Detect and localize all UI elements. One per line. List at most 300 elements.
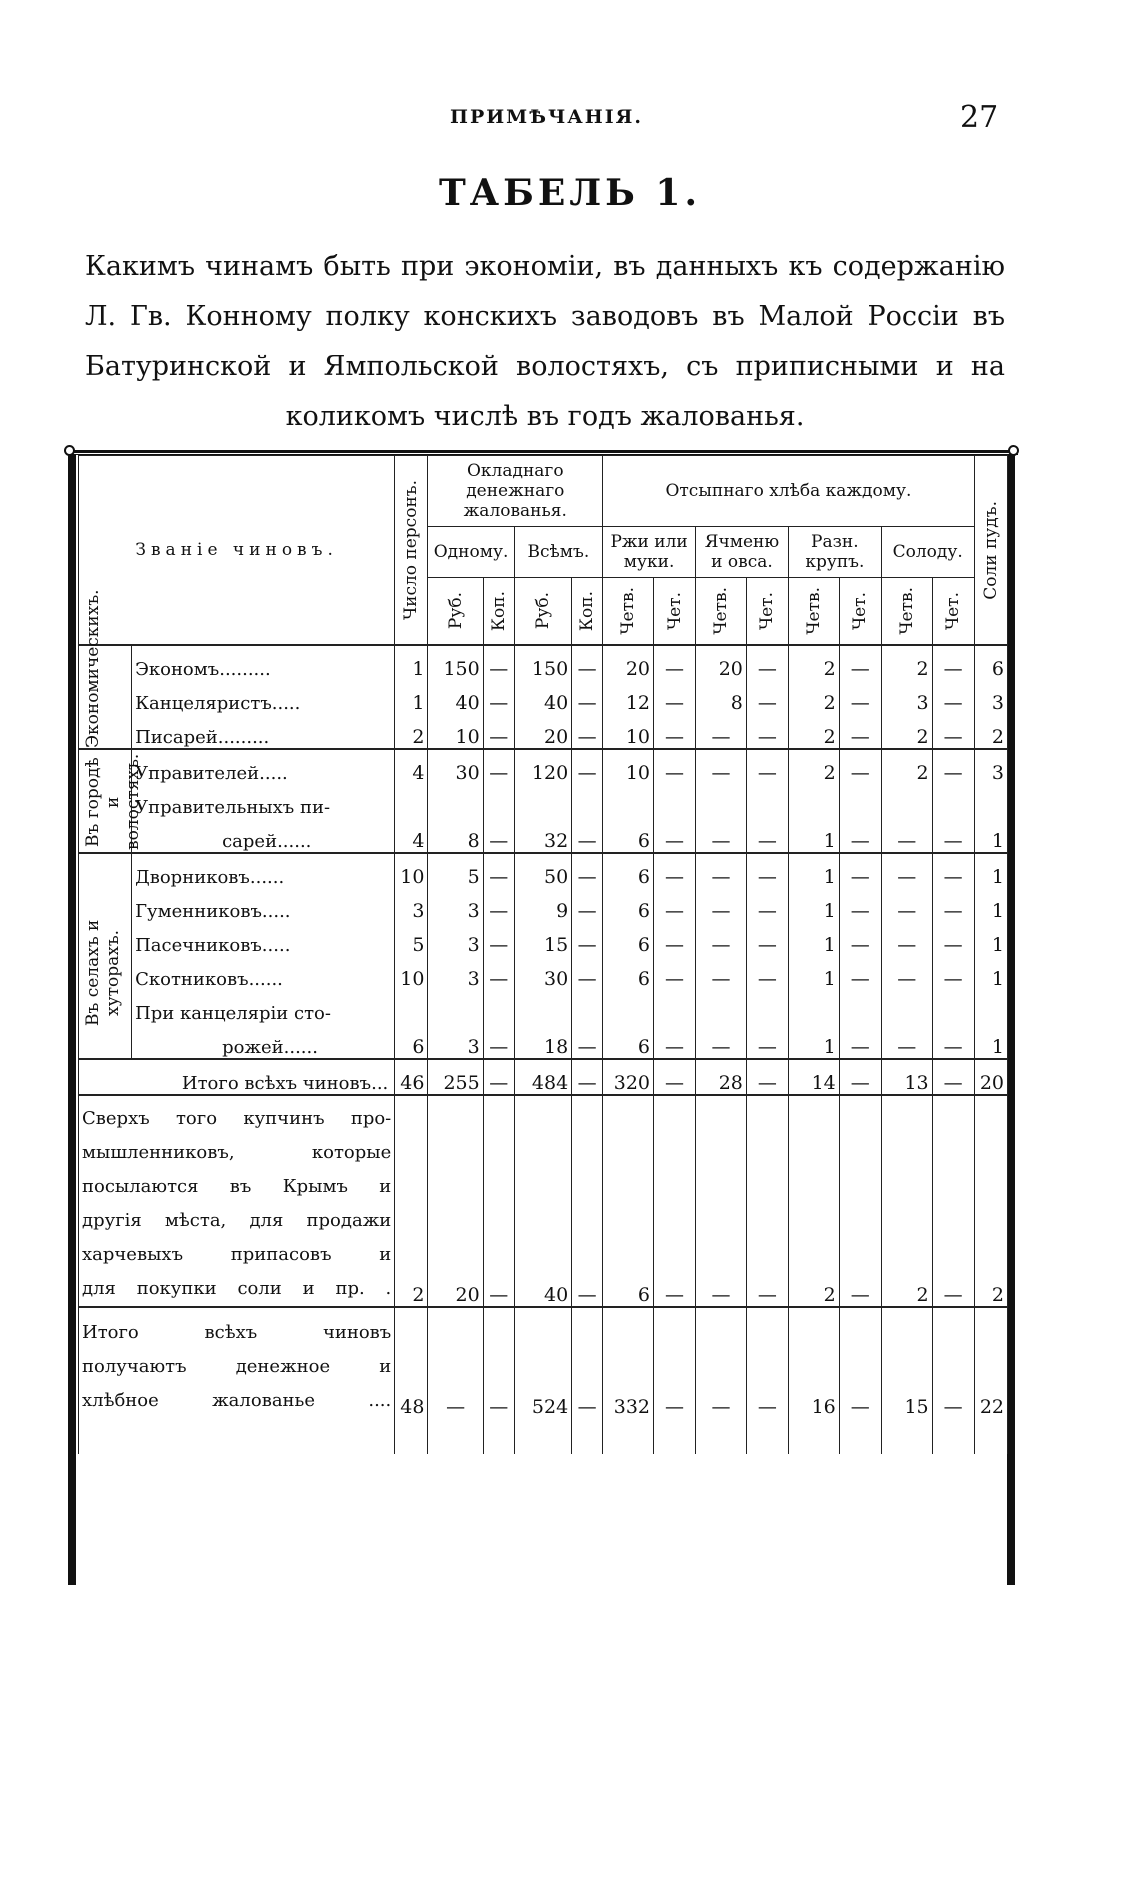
header-chet <box>654 578 696 646</box>
group-label-economic <box>79 589 132 749</box>
cell-persons: 2 <box>395 1095 428 1307</box>
header-kop <box>572 578 603 646</box>
header-kop <box>483 578 514 646</box>
cell-groats: 2 <box>788 645 839 680</box>
cell-empty <box>881 1418 932 1454</box>
cell-barley-chet: — <box>746 956 788 990</box>
table-row <box>79 680 1008 714</box>
grand-total-label <box>79 1307 395 1418</box>
running-header <box>0 100 1140 140</box>
row-name: Управителей..... <box>132 749 395 784</box>
cell-empty <box>483 990 514 1024</box>
cell-salt: 20 <box>974 1059 1007 1095</box>
cell-persons: 10 <box>395 956 428 990</box>
table-row <box>79 1024 1008 1059</box>
cell-malt: 13 <box>881 1059 932 1095</box>
cell-malt: — <box>881 956 932 990</box>
cell-all-kop: — <box>572 956 603 990</box>
cell-barley-chet: — <box>746 749 788 784</box>
group-label-text: Въ селахъ и хуторахъ. <box>83 919 124 1027</box>
cell-malt-chet: — <box>932 1307 974 1418</box>
merchants-line: для покупки соли и пр. . <box>82 1278 392 1299</box>
cell-all-rub: 150 <box>514 645 572 680</box>
cell-persons: 4 <box>395 818 428 853</box>
cell-groats: 1 <box>788 818 839 853</box>
header-malt: Солоду. <box>881 527 974 578</box>
cell-barley-chet: — <box>746 922 788 956</box>
cell-all-rub: 484 <box>514 1059 572 1095</box>
cell-one-kop: — <box>483 818 514 853</box>
cell-empty <box>654 1418 696 1454</box>
cell-empty <box>696 784 747 818</box>
cell-rye: 10 <box>603 714 654 749</box>
header-chetv-label: Четв. <box>618 587 639 635</box>
header-persons-label: Число персонъ. <box>401 479 422 620</box>
cell-malt: — <box>881 853 932 888</box>
group-label-text: Въ городѣ и волостяхъ. <box>83 753 144 851</box>
cell-malt-chet: — <box>932 1024 974 1059</box>
cell-one-rub: 3 <box>428 956 483 990</box>
cell-rye: 6 <box>603 956 654 990</box>
cell-groats-chet: — <box>839 922 881 956</box>
cell-empty <box>746 1418 788 1454</box>
cell-all-kop: — <box>572 1059 603 1095</box>
cell-groats-chet: — <box>839 888 881 922</box>
cell-groats: 2 <box>788 680 839 714</box>
cell-barley: — <box>696 853 747 888</box>
cell-malt-chet: — <box>932 1059 974 1095</box>
header-chetv <box>696 578 747 646</box>
cell-all-rub: 32 <box>514 818 572 853</box>
row-name: Дворниковъ...... <box>132 853 395 888</box>
group-label-towns <box>79 749 144 853</box>
cell-groats-chet: — <box>839 818 881 853</box>
cell-rye-chet: — <box>654 888 696 922</box>
cell-rye: 6 <box>603 818 654 853</box>
cell-rye-chet: — <box>654 645 696 680</box>
table-foot-spacer <box>79 1418 1008 1454</box>
cell-all-rub: 40 <box>514 1095 572 1307</box>
cell-groats: 1 <box>788 956 839 990</box>
cell-empty <box>572 784 603 818</box>
cell-malt-chet: — <box>932 956 974 990</box>
cell-rye-chet: — <box>654 1307 696 1418</box>
cell-barley: 20 <box>696 645 747 680</box>
cell-barley-chet: — <box>746 1024 788 1059</box>
cell-persons: 46 <box>395 1059 428 1095</box>
cell-empty <box>428 784 483 818</box>
header-chetv <box>788 578 839 646</box>
caption-line: Л. Гв. Конному полку конскихъ заводовъ въ Малой Россіи въ <box>85 301 1005 332</box>
cell-barley-chet: — <box>746 1059 788 1095</box>
cell-empty <box>881 990 932 1024</box>
cell-malt-chet: — <box>932 922 974 956</box>
cell-rye-chet: — <box>654 1024 696 1059</box>
cell-all-kop: — <box>572 680 603 714</box>
cell-one-kop: — <box>483 1024 514 1059</box>
header-rank <box>79 456 395 646</box>
header-chetv-label: Четв. <box>896 587 917 635</box>
header-salary-label: Окладнаго денежнаго жалованья. <box>463 461 567 521</box>
cell-groats-chet: — <box>839 1095 881 1307</box>
cell-persons: 1 <box>395 645 428 680</box>
cell-empty <box>483 784 514 818</box>
cell-malt: — <box>881 1024 932 1059</box>
row-name: При канцеляріи сто- <box>132 990 395 1024</box>
cell-barley: — <box>696 1307 747 1418</box>
cell-all-rub: 9 <box>514 888 572 922</box>
merchants-line: харчевыхъ припасовъ и <box>82 1244 392 1265</box>
header-rye: Ржи или муки. <box>603 527 696 578</box>
cell-malt: — <box>881 818 932 853</box>
cell-empty <box>428 1418 483 1454</box>
cell-all-kop: — <box>572 645 603 680</box>
cell-one-kop: — <box>483 1059 514 1095</box>
cell-malt: 2 <box>881 714 932 749</box>
caption-line: Какимъ чинамъ быть при экономіи, въ данныхъ къ содержанію <box>85 251 1005 282</box>
cell-empty <box>974 1418 1007 1454</box>
cell-rye: 6 <box>603 1095 654 1307</box>
cell-one-rub: — <box>428 1307 483 1418</box>
cell-rye-chet: — <box>654 714 696 749</box>
header-kop-label: Коп. <box>577 590 598 632</box>
row-name: Писарей......... <box>132 714 395 749</box>
header-chet-label: Чет. <box>664 591 685 630</box>
cell-empty <box>746 784 788 818</box>
cell-empty <box>746 990 788 1024</box>
cell-persons: 1 <box>395 680 428 714</box>
table-row <box>79 956 1008 990</box>
cell-persons: 48 <box>395 1307 428 1418</box>
cell-groats-chet: — <box>839 853 881 888</box>
cell-rye-chet: — <box>654 922 696 956</box>
cell-empty <box>395 784 428 818</box>
cell-one-kop: — <box>483 853 514 888</box>
cell-empty <box>974 990 1007 1024</box>
cell-malt-chet: — <box>932 749 974 784</box>
cell-groats-chet: — <box>839 714 881 749</box>
cell-barley: — <box>696 1024 747 1059</box>
merchants-line: мышленниковъ, которые <box>82 1142 392 1163</box>
cell-rye: 6 <box>603 888 654 922</box>
cell-malt-chet: — <box>932 1095 974 1307</box>
cell-groats-chet: — <box>839 680 881 714</box>
header-rub <box>428 578 483 646</box>
cell-all-rub: 40 <box>514 680 572 714</box>
cell-groats-chet: — <box>839 1024 881 1059</box>
cell-empty <box>788 784 839 818</box>
cell-barley: — <box>696 749 747 784</box>
header-rank-label: Званіе чиновъ. <box>135 540 338 560</box>
table-row <box>79 888 1008 922</box>
merchants-line: другія мѣста, для продажи <box>82 1210 392 1231</box>
group-label-text: Экономическихъ. <box>83 589 104 748</box>
header-grain-group <box>603 456 975 527</box>
cell-barley-chet: — <box>746 645 788 680</box>
cell-barley: — <box>696 1095 747 1307</box>
cell-all-kop: — <box>572 1307 603 1418</box>
cell-malt: 3 <box>881 680 932 714</box>
cell-one-rub: 30 <box>428 749 483 784</box>
row-name: Управительныхъ пи- <box>132 784 395 818</box>
cell-empty <box>696 990 747 1024</box>
cell-one-rub: 3 <box>428 922 483 956</box>
cell-all-kop: — <box>572 818 603 853</box>
cell-rye-chet: — <box>654 749 696 784</box>
cell-malt: 15 <box>881 1307 932 1418</box>
cell-groats: 1 <box>788 853 839 888</box>
header-persons <box>395 456 428 646</box>
cell-groats: 1 <box>788 922 839 956</box>
total-label: Итого всѣхъ чиновъ... <box>79 1059 395 1095</box>
cell-rye: 6 <box>603 853 654 888</box>
cell-one-rub: 150 <box>428 645 483 680</box>
cell-empty <box>839 1418 881 1454</box>
header-salary-group <box>428 456 603 527</box>
table-title: ТАБЕЛЬ 1. <box>439 172 701 214</box>
cell-barley: — <box>696 818 747 853</box>
header-rub-label: Руб. <box>445 592 466 630</box>
cell-salt: 1 <box>974 1024 1007 1059</box>
running-title: ПРИМѢЧАНІЯ. <box>450 106 643 128</box>
cell-rye-chet: — <box>654 1059 696 1095</box>
cell-empty <box>881 784 932 818</box>
cell-rye: 20 <box>603 645 654 680</box>
cell-groats-chet: — <box>839 749 881 784</box>
cell-one-kop: — <box>483 680 514 714</box>
cell-all-rub: 120 <box>514 749 572 784</box>
header-chetv-label: Четв. <box>803 587 824 635</box>
header-groats: Разн. крупъ. <box>788 527 881 578</box>
cell-empty <box>428 990 483 1024</box>
header-chetv <box>881 578 932 646</box>
cell-one-rub: 10 <box>428 714 483 749</box>
cell-malt: — <box>881 888 932 922</box>
header-rub <box>514 578 572 646</box>
cell-groats: 2 <box>788 749 839 784</box>
cell-one-kop: — <box>483 1095 514 1307</box>
table-row <box>79 922 1008 956</box>
cell-empty <box>514 1418 572 1454</box>
header-rub-label: Руб. <box>532 592 553 630</box>
header-chet-label: Чет. <box>943 591 964 630</box>
header-chet <box>746 578 788 646</box>
cell-persons: 2 <box>395 714 428 749</box>
cell-rye: 6 <box>603 1024 654 1059</box>
cell-salt: 3 <box>974 680 1007 714</box>
header-chet-label: Чет. <box>850 591 871 630</box>
cell-malt-chet: — <box>932 645 974 680</box>
cell-empty <box>483 1418 514 1454</box>
header-salt <box>974 456 1007 646</box>
row-name: Пасечниковъ..... <box>132 922 395 956</box>
cell-empty <box>395 1418 428 1454</box>
cell-one-rub: 5 <box>428 853 483 888</box>
cell-all-rub: 18 <box>514 1024 572 1059</box>
cell-empty <box>603 990 654 1024</box>
cell-salt: 1 <box>974 922 1007 956</box>
cell-malt-chet: — <box>932 714 974 749</box>
cell-empty <box>654 990 696 1024</box>
data-table <box>78 455 1008 1454</box>
cell-empty <box>654 784 696 818</box>
page-number: 27 <box>960 100 999 135</box>
cell-empty <box>514 990 572 1024</box>
cell-empty <box>932 784 974 818</box>
cell-one-rub: 40 <box>428 680 483 714</box>
cell-malt: 2 <box>881 645 932 680</box>
header-chetv <box>603 578 654 646</box>
cell-barley-chet: — <box>746 1095 788 1307</box>
grand-total-line: хлѣбное жалованье .... <box>82 1390 392 1411</box>
cell-barley: 8 <box>696 680 747 714</box>
cell-rye-chet: — <box>654 818 696 853</box>
cell-salt: 2 <box>974 714 1007 749</box>
table-row <box>79 784 1008 818</box>
cell-all-rub: 50 <box>514 853 572 888</box>
header-kop-label: Коп. <box>488 590 509 632</box>
cell-rye: 10 <box>603 749 654 784</box>
cell-one-kop: — <box>483 888 514 922</box>
cell-malt: — <box>881 922 932 956</box>
cell-barley: — <box>696 714 747 749</box>
cell-all-kop: — <box>572 749 603 784</box>
cell-all-rub: 15 <box>514 922 572 956</box>
cell-one-kop: — <box>483 1307 514 1418</box>
cell-one-rub: 20 <box>428 1095 483 1307</box>
cell-rye-chet: — <box>654 853 696 888</box>
cell-rye: 6 <box>603 922 654 956</box>
cell-all-kop: — <box>572 1024 603 1059</box>
table-row <box>79 818 1008 853</box>
total-row <box>79 1059 1008 1095</box>
cell-barley: — <box>696 922 747 956</box>
caption-line: коликомъ числѣ въ годъ жалованья. <box>285 401 805 432</box>
grand-total-row <box>79 1307 1008 1418</box>
cell-all-kop: — <box>572 888 603 922</box>
cell-empty <box>572 1418 603 1454</box>
cell-empty <box>514 784 572 818</box>
cell-one-kop: — <box>483 922 514 956</box>
row-name: Канцеляристъ..... <box>132 680 395 714</box>
cell-one-rub: 3 <box>428 888 483 922</box>
cell-empty <box>603 1418 654 1454</box>
cell-salt: 2 <box>974 1095 1007 1307</box>
header-chet-label: Чет. <box>757 591 778 630</box>
cell-groats: 16 <box>788 1307 839 1418</box>
header-all: Всѣмъ. <box>514 527 602 578</box>
cell-all-kop: — <box>572 853 603 888</box>
cell-all-kop: — <box>572 1095 603 1307</box>
cell-salt: 22 <box>974 1307 1007 1418</box>
cell-all-kop: — <box>572 714 603 749</box>
header-chetv-label: Четв. <box>710 587 731 635</box>
cell-rye: 12 <box>603 680 654 714</box>
cell-malt: 2 <box>881 1095 932 1307</box>
cell-malt-chet: — <box>932 888 974 922</box>
cell-groats: 1 <box>788 1024 839 1059</box>
cell-salt: 1 <box>974 888 1007 922</box>
cell-groats-chet: — <box>839 1059 881 1095</box>
cell-groats-chet: — <box>839 645 881 680</box>
grand-total-line: получаютъ денежное и <box>82 1356 392 1377</box>
cell-barley-chet: — <box>746 714 788 749</box>
cell-barley: — <box>696 888 747 922</box>
cell-salt: 1 <box>974 818 1007 853</box>
cell-empty <box>395 990 428 1024</box>
table-row <box>79 990 1008 1024</box>
cell-one-kop: — <box>483 714 514 749</box>
cell-one-kop: — <box>483 645 514 680</box>
cell-empty <box>788 1418 839 1454</box>
header-grain-label: Отсыпнаго хлѣба каждому. <box>665 481 912 501</box>
cell-empty <box>839 990 881 1024</box>
cell-persons: 3 <box>395 888 428 922</box>
cell-malt-chet: — <box>932 680 974 714</box>
cell-barley-chet: — <box>746 680 788 714</box>
cell-one-kop: — <box>483 956 514 990</box>
merchants-line: посылаются въ Крымъ и <box>82 1176 392 1197</box>
cell-malt-chet: — <box>932 853 974 888</box>
cell-malt-chet: — <box>932 818 974 853</box>
cell-empty <box>603 784 654 818</box>
cell-all-rub: 524 <box>514 1307 572 1418</box>
cell-barley-chet: — <box>746 853 788 888</box>
cell-all-rub: 30 <box>514 956 572 990</box>
cell-salt: 3 <box>974 749 1007 784</box>
cell-persons: 4 <box>395 749 428 784</box>
left-border-bar <box>68 455 76 1585</box>
cell-one-rub: 3 <box>428 1024 483 1059</box>
cell-groats: 1 <box>788 888 839 922</box>
header-salt-label: Соли пудъ. <box>980 500 1001 600</box>
row-name: Скотниковъ...... <box>132 956 395 990</box>
cell-barley: — <box>696 956 747 990</box>
row-name: Гуменниковъ..... <box>132 888 395 922</box>
cell-barley-chet: — <box>746 888 788 922</box>
header-chet <box>839 578 881 646</box>
cell-barley-chet: — <box>746 1307 788 1418</box>
table-caption <box>85 242 1005 442</box>
cell-empty <box>932 1418 974 1454</box>
group-label-villages <box>79 853 132 1059</box>
row-name: Экономъ......... <box>132 645 395 680</box>
cell-empty <box>696 1418 747 1454</box>
merchants-label <box>79 1095 395 1307</box>
merchants-line: Сверхъ того купчинъ про- <box>82 1108 392 1129</box>
cell-persons: 10 <box>395 853 428 888</box>
cell-empty <box>788 990 839 1024</box>
cell-rye: 332 <box>603 1307 654 1418</box>
cell-persons: 6 <box>395 1024 428 1059</box>
cell-salt: 1 <box>974 853 1007 888</box>
header-per-one: Одному. <box>428 527 514 578</box>
merchants-row <box>79 1095 1008 1307</box>
cell-rye: 320 <box>603 1059 654 1095</box>
cell-groats-chet: — <box>839 956 881 990</box>
cell-rye-chet: — <box>654 956 696 990</box>
row-name: сарей...... <box>132 818 395 853</box>
table-row <box>79 645 1008 680</box>
cell-barley: 28 <box>696 1059 747 1095</box>
cell-barley-chet: — <box>746 818 788 853</box>
cell-malt: 2 <box>881 749 932 784</box>
cell-one-kop: — <box>483 749 514 784</box>
right-border-bar <box>1007 455 1015 1585</box>
cell-all-rub: 20 <box>514 714 572 749</box>
cell-groats-chet: — <box>839 1307 881 1418</box>
table-row <box>79 853 1008 888</box>
